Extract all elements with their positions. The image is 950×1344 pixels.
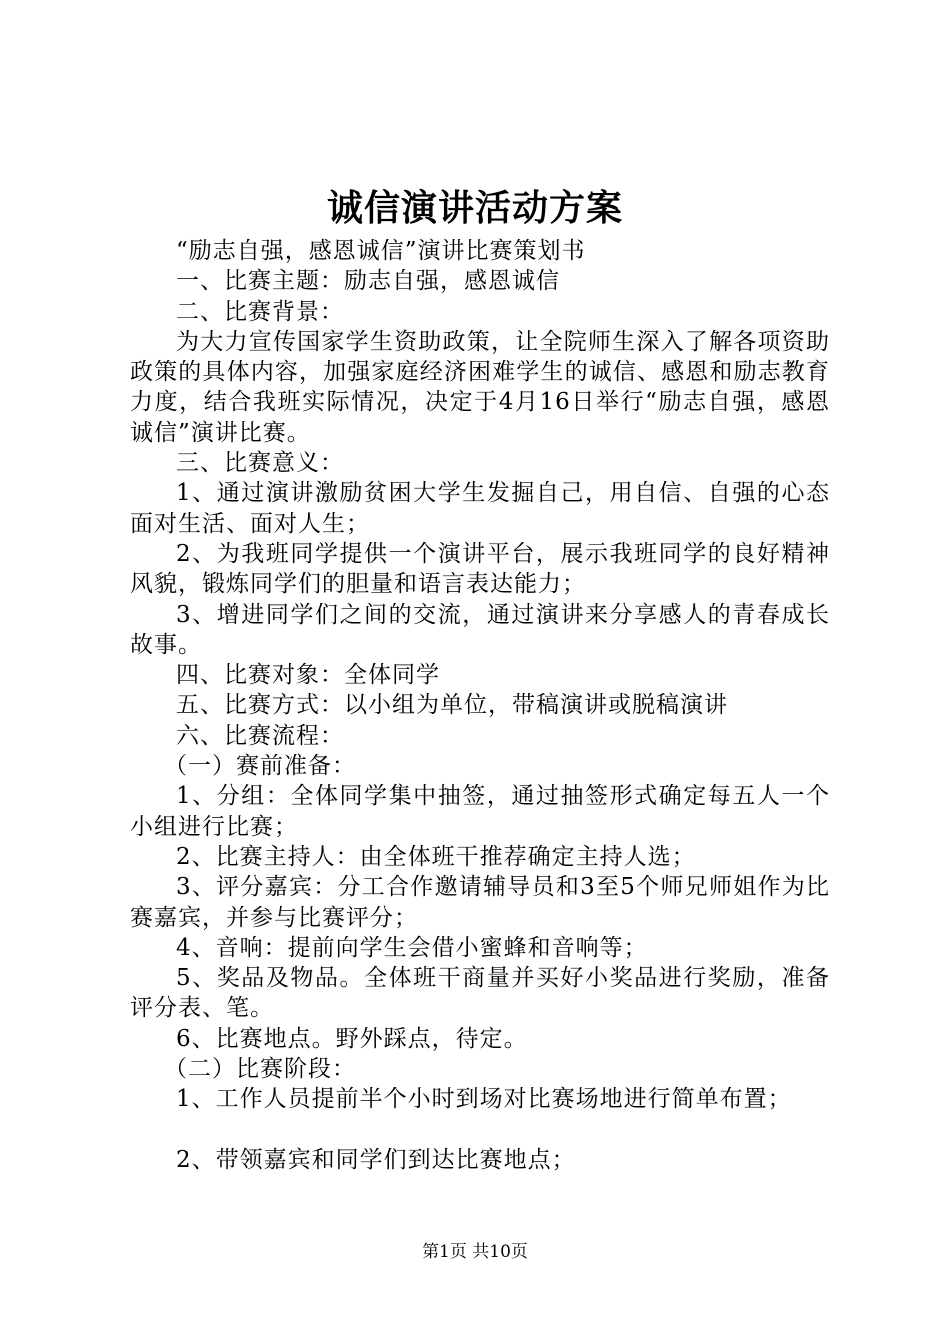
page-footer: 第1页 共10页	[422, 1242, 528, 1262]
paragraph-theme: 一、比赛主题：励志自强，感恩诚信	[176, 268, 560, 295]
paragraph-significance-3: 3、增进同学们之间的交流，通过演讲来分享感人的青春成长故事。	[130, 601, 830, 658]
document-title: 诚信演讲活动方案	[326, 187, 623, 229]
paragraph-background: 为大力宣传国家学生资助政策，让全院师生深入了解各项资助政策的具体内容，加强家庭经济困难学生的诚信、感恩和励志教育力度，结合我班实际情况，决定于4月16日举行“励志自强，感恩诚信”演讲比赛。	[130, 328, 830, 446]
paragraph-prep-3: 3、评分嘉宾：分工合作邀请辅导员和3至5个师兄师姐作为比赛嘉宾，并参与比赛评分；	[130, 874, 830, 931]
paragraph-format: 五、比赛方式：以小组为单位，带稿演讲或脱稿演讲	[176, 692, 728, 719]
paragraph-stage-2: 2、带领嘉宾和同学们到达比赛地点；	[176, 1146, 576, 1173]
paragraph-process-heading: 六、比赛流程：	[176, 722, 344, 749]
paragraph-stage-1: 1、工作人员提前半个小时到场对比赛场地进行简单布置；	[176, 1086, 792, 1113]
paragraph-prep-2: 2、比赛主持人：由全体班干推荐确定主持人选；	[176, 843, 696, 870]
paragraph-subtitle: “励志自强，感恩诚信”演讲比赛策划书	[176, 238, 586, 264]
paragraph-preparation-heading: （一）赛前准备：	[164, 753, 356, 780]
paragraph-participants: 四、比赛对象：全体同学	[176, 662, 440, 689]
paragraph-prep-5: 5、奖品及物品。全体班干商量并买好小奖品进行奖励，准备评分表、笔。	[130, 965, 830, 1022]
paragraph-prep-4: 4、音响：提前向学生会借小蜜蜂和音响等；	[176, 934, 648, 961]
paragraph-prep-1: 1、分组：全体同学集中抽签，通过抽签形式确定每五人一个小组进行比赛；	[130, 783, 830, 840]
paragraph-significance-1: 1、通过演讲激励贫困大学生发掘自己，用自信、自强的心态面对生活、面对人生；	[130, 480, 830, 537]
paragraph-prep-6: 6、比赛地点。野外踩点，待定。	[176, 1025, 528, 1052]
document-body	[130, 236, 830, 1175]
paragraph-stage-heading: （二）比赛阶段：	[164, 1056, 356, 1083]
paragraph-background-heading: 二、比赛背景：	[176, 298, 344, 325]
paragraph-significance-heading: 三、比赛意义：	[176, 450, 344, 477]
paragraph-significance-2: 2、为我班同学提供一个演讲平台，展示我班同学的良好精神风貌，锻炼同学们的胆量和语言表达能力；	[130, 540, 830, 598]
